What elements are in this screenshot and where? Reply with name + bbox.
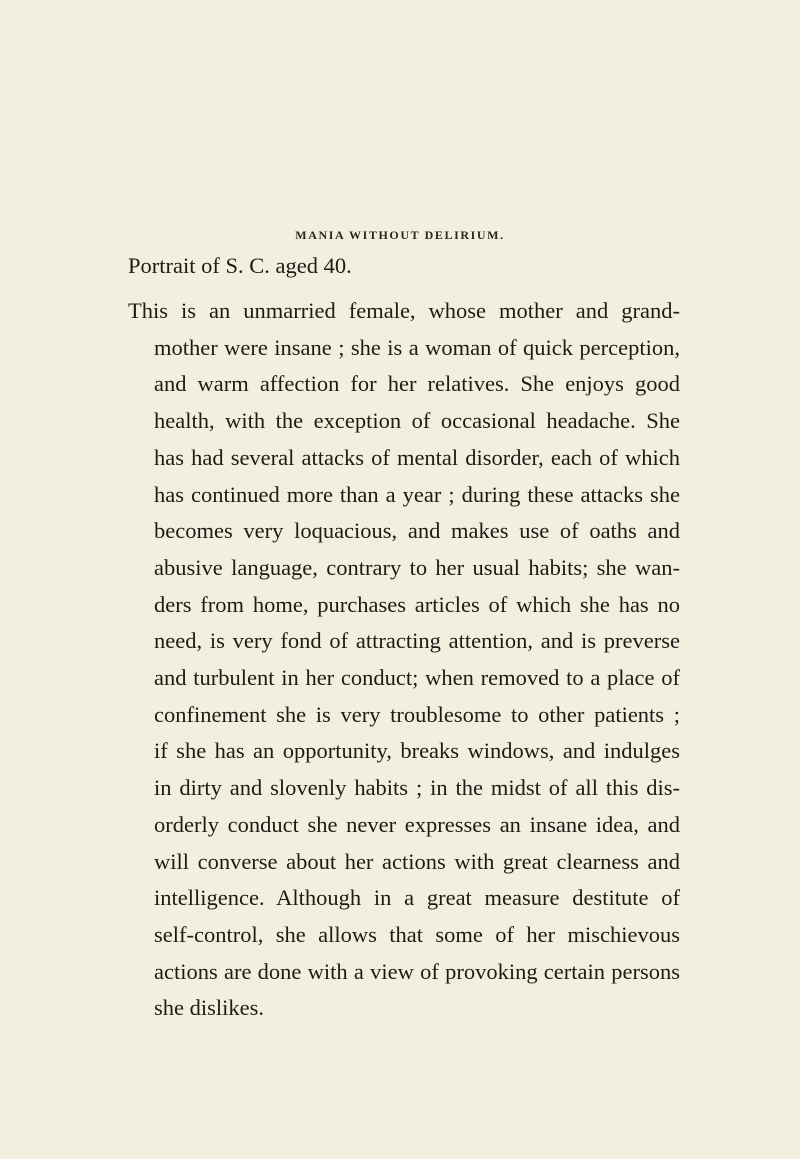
paragraph-line: health, with the exception of occasional headache. She — [154, 408, 680, 434]
paragraph-line: need, is very fond of attracting attention, and is preverse — [154, 628, 680, 654]
paragraph-line: becomes very loquacious, and makes use of oaths and — [154, 518, 680, 544]
paragraph-line: This is an unmarried female, whose mother and grand- — [128, 298, 680, 323]
paragraph-line: intelligence. Although in a great measure destitute of — [154, 885, 680, 911]
paragraph-line: actions are done with a view of provoking certain persons — [154, 958, 680, 984]
paragraph-line: mother were insane ; she is a woman of quick perception, — [154, 334, 680, 360]
paragraph-line: in dirty and slovenly habits ; in the midst of all this dis- — [154, 775, 680, 801]
paragraph-line: if she has an opportunity, breaks windows, and indulges — [154, 738, 680, 764]
paragraph-line: self-control, she allows that some of her mischievous — [154, 921, 680, 947]
paragraph-line: confinement she is very troublesome to other patients ; — [154, 701, 680, 727]
paragraph-line: has continued more than a year ; during these attacks she — [154, 481, 680, 507]
paragraph-line: ders from home, purchases articles of which she has no — [154, 591, 680, 617]
body-paragraph — [128, 293, 680, 1027]
paragraph-line: and turbulent in her conduct; when removed to a place of — [154, 665, 680, 691]
paragraph-line: she dislikes. — [154, 995, 264, 1021]
running-head: MANIA WITHOUT DELIRIUM. — [295, 228, 505, 242]
paragraph-line: abusive language, contrary to her usual habits; she wan- — [154, 554, 680, 580]
paragraph-line: has had several attacks of mental disorder, each of which — [154, 444, 680, 470]
paragraph-line: will converse about her actions with great clearness and — [154, 848, 680, 874]
paragraph-line: orderly conduct she never expresses an insane idea, and — [154, 811, 680, 837]
plate-title: Portrait of S. C. aged 40. — [128, 253, 352, 278]
paragraph-line: and warm affection for her relatives. She enjoys good — [154, 371, 680, 397]
